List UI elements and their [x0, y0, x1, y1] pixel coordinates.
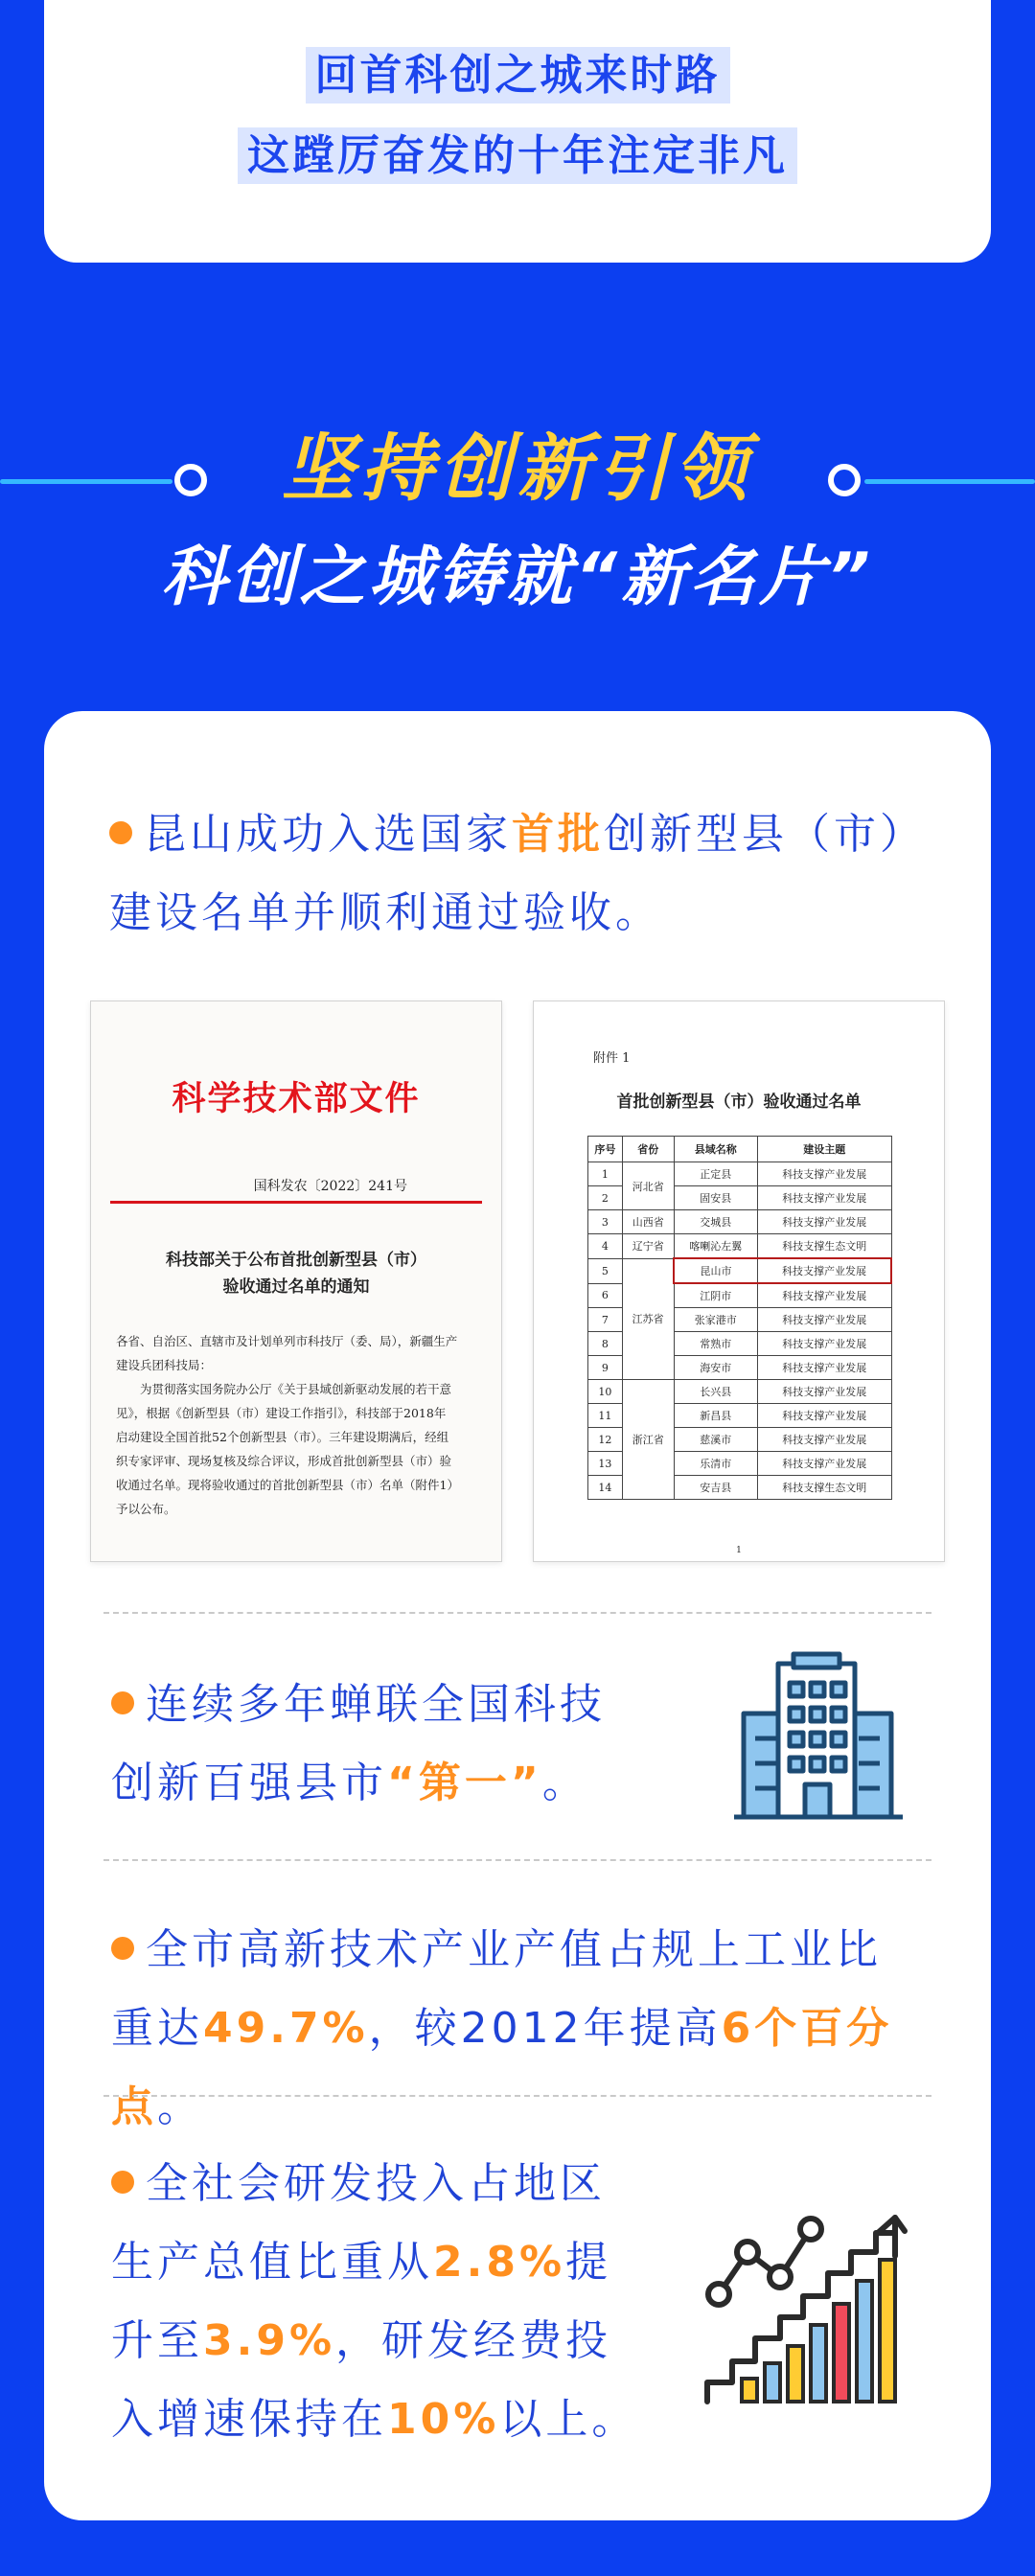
document-list-image	[533, 1000, 945, 1562]
item-top100-county: 连续多年蝉联全国科技 创新百强县市“第一”。	[111, 1680, 606, 1807]
doc-header: 科学技术部文件	[172, 1079, 421, 1118]
table-row: 12 慈溪市 科技支撑产业发展	[588, 1428, 892, 1452]
table-row: 2 固安县 科技支撑产业发展	[588, 1186, 892, 1210]
table-row: 10 浙江省 长兴县 科技支撑产业发展	[588, 1380, 892, 1404]
intro-line-1: 回首科创之城来时路	[44, 40, 991, 102]
dashed-divider	[104, 1612, 932, 1614]
table-row: 9 海安市 科技支撑产业发展	[588, 1356, 892, 1380]
table-row-highlighted: 5 江苏省 昆山市 科技支撑产业发展	[588, 1258, 892, 1283]
growth-chart-icon	[700, 2214, 908, 2415]
acceptance-table	[587, 1136, 892, 1500]
bullet-dot	[109, 821, 132, 844]
intro-line-2: 这蹚厉奋发的十年注定非凡	[44, 121, 991, 182]
building-icon	[734, 1650, 903, 1823]
document-notice-image	[90, 1000, 502, 1562]
table-row: 11 新昌县 科技支撑产业发展	[588, 1404, 892, 1428]
table-row: 3 山西省 交城县 科技支撑产业发展	[588, 1210, 892, 1234]
table-row: 7 张家港市 科技支撑产业发展	[588, 1308, 892, 1332]
table-row: 4 辽宁省 喀喇沁左翼 科技支撑生态文明	[588, 1234, 892, 1259]
doc-body: 各省、自治区、直辖市及计划单列市科技厅（委、局），新疆生产 建设兵团科技局： 为贯彻落实国务院办公厅《关于县域创新驱动发展的若干意 见》，根据《创新型县（市）建设工作指引》，科技部于2018年 启动建设全国首批52个创新型县（市）。三年建设期满后，经组 织专家评审、现场复核及综合评议，形成首批创新型县（市）验 收通过名单。现将验收通过的首批创新型县（市）名单（附件1） 予以公布。	[116, 1334, 459, 1516]
main-card	[44, 711, 991, 2520]
table-header-row: 序号 省份 县域名称 建设主题	[588, 1137, 892, 1162]
doc-list-title: 首批创新型县（市）验收通过名单	[616, 1092, 862, 1112]
item-first-batch: 昆山成功入选国家首批创新型县（市） 建设名单并顺利通过验收。	[109, 810, 926, 937]
doc-title: 科技部关于公布首批创新型县（市） 验收通过名单的通知	[166, 1251, 426, 1297]
doc-attachment-label: 附件 1	[593, 1051, 631, 1066]
table-row: 1 河北省 正定县 科技支撑产业发展	[588, 1162, 892, 1186]
item-rd-investment: 全社会研发投入占地区 生产总值比重从2.8%提 升至3.9%，研发经费投 入增速保持在10%以上。	[111, 2159, 638, 2444]
dashed-divider	[104, 2095, 932, 2097]
doc-number: 国科发农〔2022〕241号	[253, 1179, 407, 1194]
section-title-1: 坚持创新引领	[282, 426, 753, 511]
intro-card	[44, 0, 991, 263]
section-title-2: 科创之城铸就“新名片”	[161, 540, 874, 615]
item-high-tech-output: 全市高新技术产业产值占规上工业比 重达49.7%，较2012年提高6个百分点。	[111, 1925, 893, 2131]
table-row: 6 江阴市 科技支撑产业发展	[588, 1283, 892, 1308]
dashed-divider	[104, 1859, 932, 1861]
table-row: 13 乐清市 科技支撑产业发展	[588, 1452, 892, 1476]
bullet-dot	[111, 2171, 134, 2194]
bullet-dot	[111, 1691, 134, 1714]
doc-red-line	[110, 1201, 482, 1204]
bullet-dot	[111, 1937, 134, 1960]
table-row: 14 安吉县 科技支撑生态文明	[588, 1476, 892, 1500]
doc-page-number: 1	[736, 1546, 742, 1555]
table-row: 8 常熟市 科技支撑产业发展	[588, 1332, 892, 1356]
